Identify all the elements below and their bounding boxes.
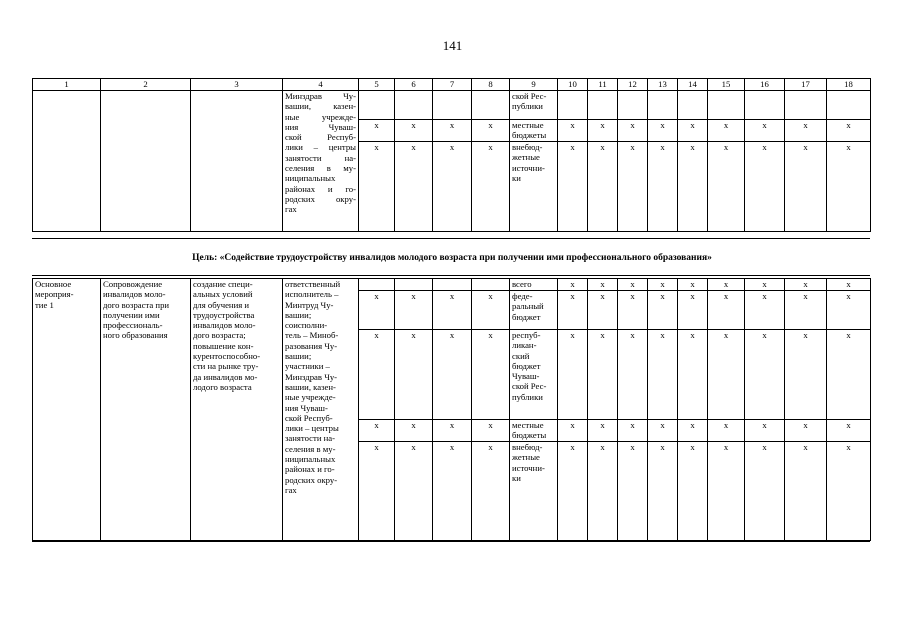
value-cell: x [472,442,510,541]
cell-line: бюджет [512,360,541,371]
column-number: 4 [283,79,359,91]
value-cell: x [745,330,785,420]
value-cell: x [648,442,678,541]
cell-line: внебюд- [512,442,543,452]
cell-line: селения в му- [285,443,336,454]
cell-line: источни- [512,462,545,473]
cell-line: публики [512,101,543,112]
cell-line: селения в му- [285,163,356,174]
value-cell: x [745,442,785,541]
value-cell: x [558,330,588,420]
column-number: 17 [785,79,827,91]
value-cell: x [648,420,678,442]
column-number: 15 [708,79,745,91]
funding-source-cell [510,420,558,442]
cell-line: Основное [35,279,72,289]
cell-line: внебюд- [512,142,543,152]
cell-line: профессиональ- [103,320,163,331]
value-cell: x [558,142,588,232]
cell-line: Минтруд Чу- [285,299,334,310]
value-cell: x [678,330,708,420]
column-number-row [33,79,871,91]
cell-line: дого возраста при [103,299,170,310]
value-cell: x [648,279,678,291]
cell-line: дого возраста; [193,330,246,341]
value-cell: x [618,291,648,330]
value-cell: x [558,420,588,442]
goal-heading: Цель: «Содействие трудоустройству инвалидов молодого возраста при получении ими профессионального образования» [192,253,712,263]
value-cell: x [678,420,708,442]
value-cell: x [648,142,678,232]
funding-source-cell [510,330,558,420]
value-cell [359,91,395,120]
value-cell: x [472,142,510,232]
cell-line: для обучения и [193,299,250,310]
value-cell [827,91,871,120]
column-number: 6 [395,79,433,91]
cell-line: курентоспособно- [193,351,261,362]
column-number: 12 [618,79,648,91]
value-cell: x [708,120,745,142]
value-cell: x [827,420,871,442]
cell-line: публики [512,391,543,402]
value-cell: x [827,442,871,541]
column-number: 14 [678,79,708,91]
results-cell [191,279,283,541]
cell-line: ской Рес- [512,91,547,101]
cell-line: респуб- [512,330,541,340]
value-cell: x [618,142,648,232]
section-divider-top [32,238,870,239]
cell-line: ский [512,350,530,361]
value-cell: x [678,120,708,142]
cell-line: Минздрав Чу- [285,371,338,382]
value-cell [588,91,618,120]
value-cell: x [618,442,648,541]
name-cell [101,279,191,541]
value-cell: x [745,279,785,291]
value-cell [395,279,433,291]
cell-line: повышение кон- [193,340,254,351]
cell-line: гах [285,484,297,495]
value-cell [648,91,678,120]
value-cell: x [395,142,433,232]
value-cell: x [558,120,588,142]
cell-line: ской Рес- [512,381,547,392]
value-cell: x [678,291,708,330]
value-cell: x [827,291,871,330]
value-cell: x [745,120,785,142]
cell-line: трудоустройства [193,309,255,320]
cell-line: получении ими [103,309,160,320]
value-cell: x [708,420,745,442]
value-cell: x [618,330,648,420]
funding-source-cell [510,279,558,291]
cell-line: ответственный [285,279,341,289]
cell-line: местные [512,120,544,130]
value-cell: x [618,279,648,291]
value-cell: x [359,142,395,232]
value-cell: x [785,279,827,291]
value-cell [678,91,708,120]
results-cell [191,91,283,232]
column-number: 9 [510,79,558,91]
cell-line: бюджеты [512,430,547,441]
value-cell: x [588,120,618,142]
cell-line: ской Респуб- [285,132,356,143]
page-number: 141 [442,38,463,53]
value-cell [558,91,588,120]
table-row [33,91,871,120]
cell-line: исполнитель – [285,289,339,300]
column-number: 1 [33,79,101,91]
value-cell [433,91,472,120]
cell-line: ки [512,172,521,183]
cell-line: лики – центры [285,142,356,153]
value-cell: x [588,442,618,541]
value-cell: x [558,291,588,330]
column-number: 3 [191,79,283,91]
value-cell: x [785,330,827,420]
value-cell: x [395,442,433,541]
activity-cell [33,91,101,232]
cell-line: тие 1 [35,299,54,310]
value-cell: x [395,291,433,330]
value-cell: x [745,142,785,232]
value-cell: x [472,291,510,330]
cell-line: тель – Миноб- [285,330,339,341]
cell-line: ликан- [512,340,537,351]
cell-line: родских окру- [285,474,338,485]
value-cell: x [708,330,745,420]
cell-line: инвалидов моло- [193,320,256,331]
value-cell: x [618,420,648,442]
cell-line: да инвалидов мо- [193,371,258,382]
value-cell: x [708,291,745,330]
value-cell: x [827,330,871,420]
cell-line: ской Респуб- [285,412,333,423]
cell-line: вашии, казен- [285,381,336,392]
cell-line: разования Чу- [285,340,338,351]
cell-line: гах [285,204,297,215]
table-main-activity [32,278,871,541]
cell-line: бюджет [512,311,541,322]
value-cell: x [588,291,618,330]
cell-line: создание специ- [193,279,253,289]
cell-line: жетные [512,152,540,163]
cell-line: районах и го- [285,183,356,194]
cell-line: бюджеты [512,130,547,141]
column-number: 5 [359,79,395,91]
value-cell: x [359,330,395,420]
column-number: 2 [101,79,191,91]
value-cell: x [395,120,433,142]
value-cell: x [678,442,708,541]
funding-source-cell [510,142,558,232]
value-cell: x [648,291,678,330]
table-continuation [32,78,871,232]
cell-line: сти на рынке тру- [193,361,259,372]
value-cell [708,91,745,120]
funding-source-cell [510,91,558,120]
funding-source-cell [510,120,558,142]
cell-line: вашии; [285,351,312,362]
value-cell [785,91,827,120]
value-cell: x [433,442,472,541]
value-cell: x [359,420,395,442]
value-cell: x [359,291,395,330]
value-cell: x [648,330,678,420]
value-cell: x [433,142,472,232]
value-cell: x [588,142,618,232]
cell-line: Чуваш- [512,371,540,382]
cell-line: занятости на- [285,152,356,163]
value-cell [472,279,510,291]
value-cell: x [708,279,745,291]
cell-line: лики – центры [285,423,339,434]
value-cell: x [472,420,510,442]
value-cell: x [472,120,510,142]
value-cell [745,91,785,120]
column-number: 16 [745,79,785,91]
value-cell: x [618,120,648,142]
activity-cell [33,279,101,541]
column-number: 13 [648,79,678,91]
column-number: 8 [472,79,510,91]
table-row [33,279,871,291]
cell-line: ральный [512,301,544,312]
value-cell: x [827,120,871,142]
cell-line: вашии; [285,309,312,320]
cell-line: ки [512,472,521,483]
value-cell: x [708,142,745,232]
value-cell [472,91,510,120]
value-cell: x [433,291,472,330]
value-cell: x [827,279,871,291]
value-cell: x [433,330,472,420]
value-cell: x [433,120,472,142]
value-cell: x [678,279,708,291]
cell-line: родских окру- [285,193,356,204]
cell-line: мероприя- [35,289,74,300]
cell-line: ния Чуваш- [285,121,356,132]
value-cell: x [708,442,745,541]
cell-line: ниципальных [285,173,336,184]
value-cell: x [785,291,827,330]
cell-line: лодого возраста [193,381,252,392]
column-number: 10 [558,79,588,91]
value-cell: x [558,442,588,541]
cell-line: источни- [512,162,545,173]
value-cell: x [785,120,827,142]
column-number: 7 [433,79,472,91]
cell-line: районах и го- [285,464,335,475]
value-cell: x [588,330,618,420]
cell-line: жетные [512,452,540,463]
executor-cell [283,279,359,541]
column-number: 18 [827,79,871,91]
value-cell [359,279,395,291]
value-cell [433,279,472,291]
value-cell [618,91,648,120]
cell-line: инвалидов моло- [103,289,166,300]
cell-line: ные учрежде- [285,392,336,403]
value-cell: x [588,420,618,442]
executor-cell [283,91,359,232]
table-bottom-line [32,541,870,542]
cell-line: альных условий [193,289,253,300]
cell-line: ного образования [103,330,168,341]
cell-line: участники – [285,361,330,372]
value-cell [395,91,433,120]
value-cell: x [678,142,708,232]
cell-line: местные [512,420,544,430]
cell-line: ниципальных [285,454,336,465]
value-cell: x [359,442,395,541]
cell-line: Сопровождение [103,279,163,289]
cell-line: вашии, казен- [285,101,356,112]
cell-line: ния Чуваш- [285,402,328,413]
cell-line: всего [512,279,532,289]
funding-source-cell [510,291,558,330]
name-cell [101,91,191,232]
value-cell: x [827,142,871,232]
value-cell: x [395,420,433,442]
value-cell: x [558,279,588,291]
value-cell: x [359,120,395,142]
value-cell: x [785,142,827,232]
cell-line: соисполни- [285,320,328,331]
value-cell: x [395,330,433,420]
column-number: 11 [588,79,618,91]
value-cell: x [785,442,827,541]
cell-line: феде- [512,291,533,301]
value-cell: x [745,420,785,442]
value-cell: x [745,291,785,330]
value-cell: x [648,120,678,142]
cell-line: ные учрежде- [285,111,356,122]
value-cell: x [472,330,510,420]
funding-source-cell [510,442,558,541]
section-divider-bottom [32,275,870,276]
value-cell: x [785,420,827,442]
cell-line: занятости на- [285,433,336,444]
cell-line: Минздрав Чу- [285,91,356,101]
value-cell: x [433,420,472,442]
value-cell: x [588,279,618,291]
